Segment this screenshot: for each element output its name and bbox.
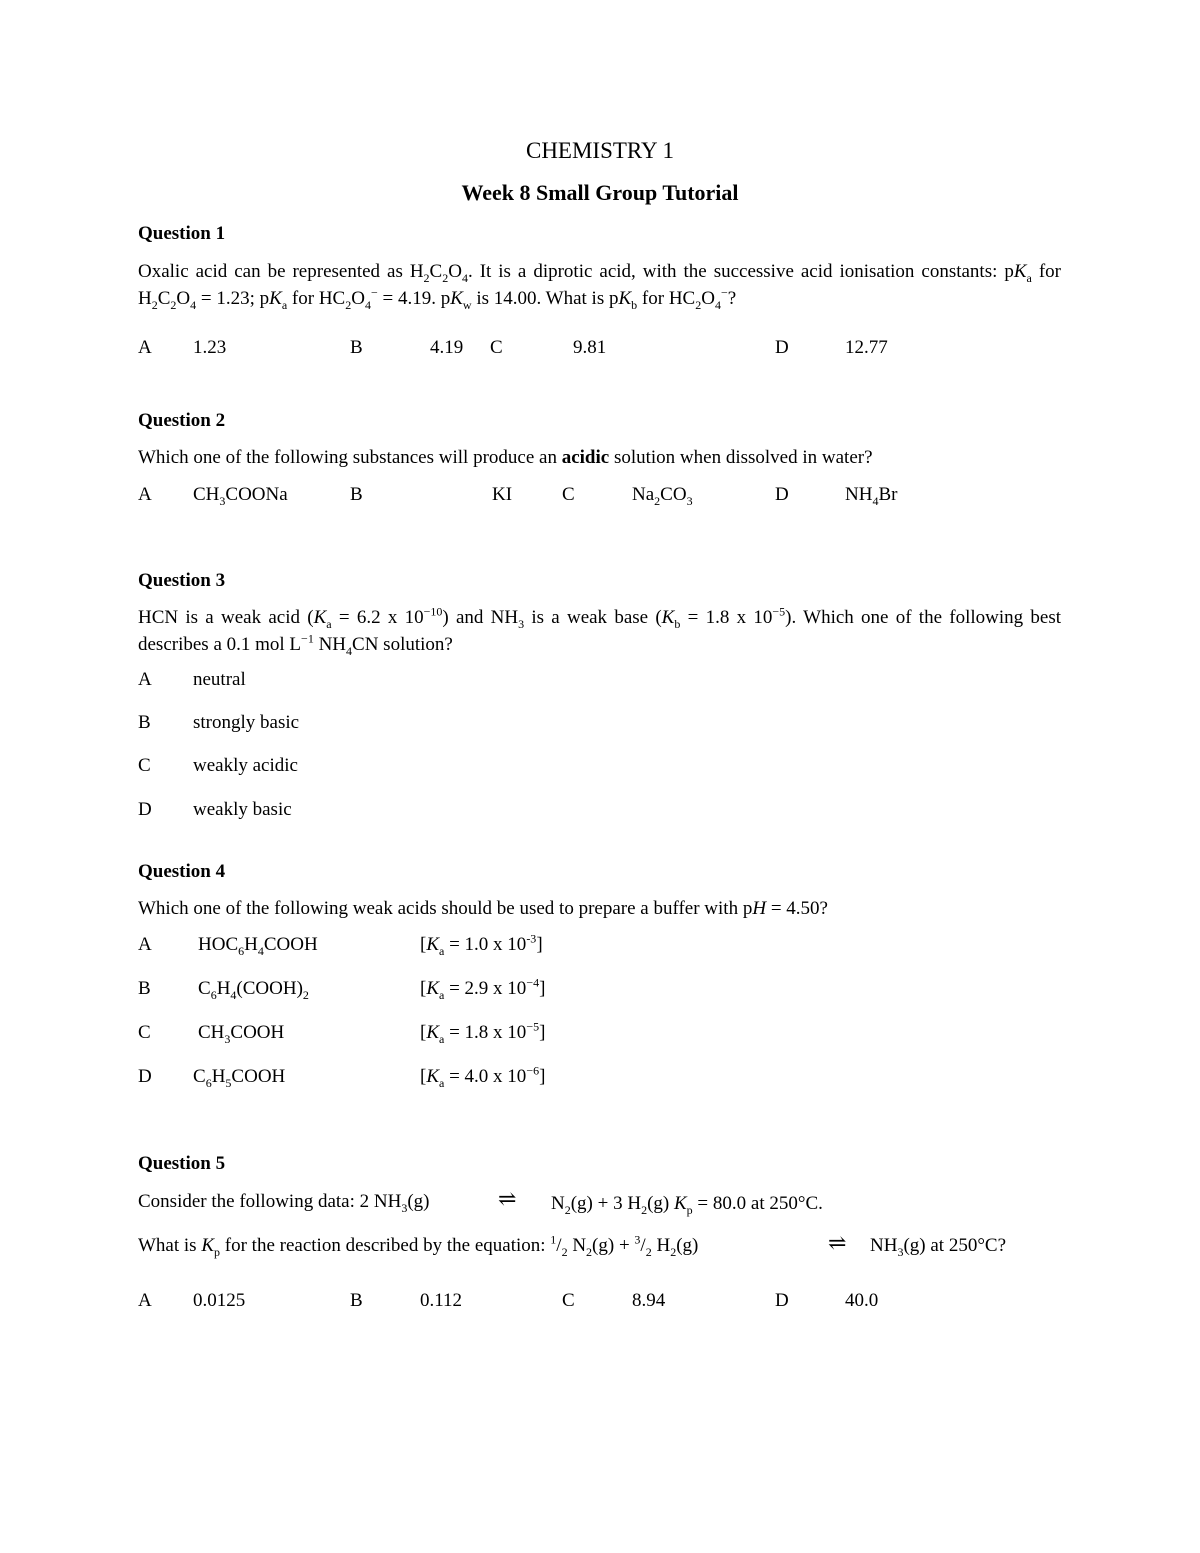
- option-value: 40.0: [845, 1290, 879, 1311]
- question-1-heading: Question 1: [138, 223, 226, 244]
- option-letter: D: [775, 484, 789, 505]
- option-formula: $CH_3COOH$: [198, 1022, 285, 1046]
- option-value: strongly basic: [193, 712, 300, 733]
- option-value: 1.23: [193, 337, 227, 358]
- equilibrium-arrow-icon: ⇌: [828, 1230, 847, 1255]
- option-letter: D: [138, 1066, 152, 1087]
- option-letter: A: [138, 1290, 152, 1311]
- option-letter: C: [138, 755, 151, 776]
- page-title: CHEMISTRY 1: [525, 138, 675, 163]
- option-letter: B: [350, 1290, 363, 1311]
- option-letter: C: [562, 484, 575, 505]
- option-value: 9.81: [573, 337, 607, 358]
- question-2-heading: Question 2: [138, 410, 226, 431]
- option-formula: $HOC_6H_4COOH$: [198, 934, 318, 958]
- question-1-text: Oxalic acid can be represented as $H_2C_2O_4$. It is a diprotic acid, with the successive acid ionisation constants: $pK_a$ for $H_2C_2O_4 = 1.23$; $pK_a$ for $HC_2O_4^- = 4.19$. $pK_w$ is 14.00. What is $pK_b$ for $HC_2O_4^-$?: [138, 261, 1062, 312]
- option-value: neutral: [193, 669, 246, 690]
- option-ka: [$K_a = 4.0$ x $10^{-6}$]: [420, 1063, 546, 1090]
- reaction-product: $NH_3(g)$ at 250°C?: [870, 1235, 1007, 1259]
- option-ka: [$K_a = 2.9$ x $10^{-4}$]: [420, 975, 546, 1002]
- equilibrium-arrow-icon: ⇌: [498, 1186, 517, 1211]
- question-3-text: HCN is a weak acid ($K_a = 6.2$ x $10^{-10}$) and $NH_3$ is a weak base ($K_b = 1.8$ x $10^{-5}$). Which one of the following best describes a 0.1 mol $L^{-1}$ $NH_4CN$ solution?: [138, 604, 1062, 658]
- option-letter: C: [490, 337, 503, 358]
- question-5-text: What is $K_p$ for the reaction described by the equation: $^1/_2$ $N_2(g) + ^3/_2$ $H_2(g)$: [138, 1232, 699, 1259]
- option-value: 0.0125: [193, 1290, 246, 1311]
- option-value: 12.77: [845, 337, 888, 358]
- option-value: KI: [492, 484, 513, 505]
- question-5-heading: Question 5: [138, 1153, 226, 1174]
- reaction-reactants: Consider the following data: 2 $NH_3(g)$: [138, 1191, 430, 1215]
- option-value: $Na_2CO_3$: [632, 484, 693, 508]
- option-letter: D: [775, 337, 789, 358]
- question-3-heading: Question 3: [138, 570, 226, 591]
- option-letter: B: [138, 978, 151, 999]
- option-letter: A: [138, 484, 152, 505]
- option-value: $NH_4Br$: [845, 484, 898, 508]
- option-letter: B: [350, 484, 363, 505]
- option-letter: A: [138, 337, 152, 358]
- option-value: 4.19: [430, 337, 464, 358]
- option-value: weakly basic: [193, 799, 292, 820]
- option-value: 0.112: [420, 1290, 463, 1311]
- option-letter: B: [350, 337, 363, 358]
- reaction-products: $N_2(g) + 3$ $H_2(g) K_p = 80.0$ at 250°C.: [551, 1193, 823, 1217]
- option-letter: A: [138, 934, 152, 955]
- question-4-text: Which one of the following weak acids should be used to prepare a buffer with pH = 4.50?: [138, 898, 828, 919]
- option-formula: $C_6H_4(COOH)_2$: [198, 978, 309, 1002]
- page-subtitle: Week 8 Small Group Tutorial: [461, 180, 739, 205]
- option-value: weakly acidic: [193, 755, 298, 776]
- question-2-text: Which one of the following substances will produce an acidic solution when dissolved in water?: [138, 447, 873, 468]
- option-value: $CH_3COONa$: [193, 484, 288, 508]
- option-formula: $C_6H_5COOH$: [193, 1066, 286, 1090]
- option-letter: A: [138, 669, 152, 690]
- option-ka: [$K_a = 1.0$ x $10^{-3}$]: [420, 931, 543, 958]
- option-ka: [$K_a = 1.8$ x $10^{-5}$]: [420, 1019, 546, 1046]
- option-letter: C: [138, 1022, 151, 1043]
- option-letter: C: [562, 1290, 575, 1311]
- option-letter: D: [138, 799, 152, 820]
- option-letter: D: [775, 1290, 789, 1311]
- question-4-heading: Question 4: [138, 861, 226, 882]
- option-value: 8.94: [632, 1290, 666, 1311]
- option-letter: B: [138, 712, 151, 733]
